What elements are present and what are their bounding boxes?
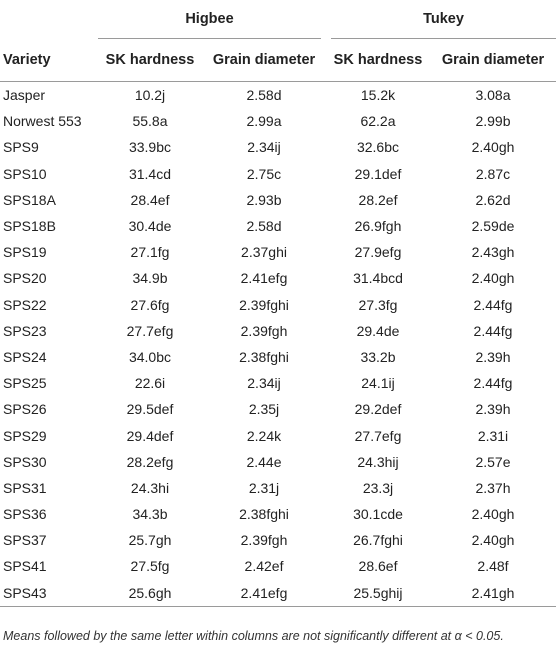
column-header-higbee-grain-diameter: Grain diameter [202,39,326,82]
table-row [0,580,556,607]
table-row [0,370,556,396]
cell-tukey-sk-hardness: 23.3j [362,479,394,496]
cell-tukey-sk-hardness: 29.2def [354,401,402,418]
cell-tukey-grain-diameter: 2.39h [475,348,511,365]
cell-higbee-sk-hardness: 10.2j [134,87,166,104]
cell-tukey-grain-diameter: 2.40gh [471,532,515,549]
cell-higbee-grain-diameter: 2.42ef [244,558,284,575]
table-row [0,396,556,422]
cell-tukey-sk-hardness: 32.6bc [356,139,400,156]
cell-tukey-sk-hardness: 30.1cde [353,506,403,523]
cell-tukey-sk-hardness: 27.7efg [354,427,402,444]
table-body [0,82,556,607]
cell-tukey-sk-hardness: 25.5ghij [326,580,430,607]
cell-tukey-grain-diameter: 2.44fg [473,296,513,313]
cell-higbee-sk-hardness: 29.5def [126,401,174,418]
table-row [0,108,556,134]
cell-higbee-grain-diameter: 2.99a [246,113,282,130]
cell-higbee-grain-diameter: 2.75c [246,165,282,182]
group-header-higbee: Higbee [98,0,326,39]
cell-variety: SPS22 [3,296,47,313]
cell-higbee-sk-hardness: 34.9b [132,270,168,287]
cell-higbee-grain-diameter: 2.34ij [247,375,281,392]
cell-variety: SPS9 [3,139,39,156]
cell-higbee-sk-hardness: 30.4de [128,218,172,235]
column-header-row [0,39,556,82]
cell-variety: SPS43 [0,580,98,607]
cell-tukey-sk-hardness: 28.2ef [358,191,398,208]
cell-tukey-grain-diameter: 2.40gh [471,506,515,523]
cell-variety: SPS31 [3,479,47,496]
table-row [0,187,556,213]
group-header-row [0,0,556,39]
cell-tukey-grain-diameter: 2.37h [475,479,511,496]
cell-tukey-grain-diameter: 2.43gh [471,244,515,261]
cell-tukey-sk-hardness: 28.6ef [358,558,398,575]
cell-tukey-sk-hardness: 29.4de [356,322,400,339]
table-row [0,213,556,239]
cell-tukey-sk-hardness: 27.9efg [354,244,402,261]
cell-tukey-sk-hardness: 62.2a [360,113,396,130]
cell-higbee-sk-hardness: 34.0bc [128,348,172,365]
cell-higbee-grain-diameter: 2.24k [246,427,282,444]
table-row [0,134,556,160]
cell-variety: SPS41 [3,558,47,575]
cell-higbee-sk-hardness: 27.5fg [130,558,170,575]
cell-higbee-grain-diameter: 2.31j [248,479,280,496]
cell-higbee-sk-hardness: 33.9bc [128,139,172,156]
cell-variety: SPS30 [3,453,47,470]
table-row [0,527,556,553]
cell-tukey-grain-diameter: 2.99b [475,113,511,130]
cell-variety: SPS19 [3,244,47,261]
cell-tukey-grain-diameter: 2.39h [475,401,511,418]
cell-variety: Jasper [3,87,46,104]
cell-higbee-sk-hardness: 31.4cd [128,165,172,182]
cell-tukey-sk-hardness: 15.2k [360,87,396,104]
cell-tukey-grain-diameter: 2.44fg [473,322,513,339]
table-row [0,553,556,579]
table-row [0,501,556,527]
column-header-tukey-grain-diameter: Grain diameter [430,39,556,82]
column-header-variety: Variety [0,39,98,82]
cell-tukey-grain-diameter: 3.08a [475,87,511,104]
cell-higbee-sk-hardness: 24.3hi [130,479,170,496]
column-header-higbee-sk-hardness: SK hardness [98,39,202,82]
table-row [0,344,556,370]
cell-higbee-grain-diameter: 2.39fgh [240,532,288,549]
cell-higbee-sk-hardness: 27.1fg [130,244,170,261]
cell-higbee-grain-diameter: 2.41efg [202,580,326,607]
cell-variety: SPS24 [3,348,47,365]
cell-tukey-sk-hardness: 33.2b [360,348,396,365]
cell-tukey-grain-diameter: 2.62d [475,191,511,208]
cell-variety: SPS10 [3,165,47,182]
cell-tukey-grain-diameter: 2.31i [477,427,509,444]
table-row [0,318,556,344]
cell-variety: Norwest 553 [3,113,82,130]
cell-higbee-grain-diameter: 2.41efg [240,270,288,287]
cell-variety: SPS26 [3,401,47,418]
cell-tukey-sk-hardness: 24.3hij [357,453,399,470]
cell-higbee-grain-diameter: 2.44e [246,453,282,470]
cell-higbee-sk-hardness: 29.4def [126,427,174,444]
cell-variety: SPS18B [3,218,56,235]
table-row [0,292,556,318]
cell-tukey-sk-hardness: 24.1ij [361,375,395,392]
cell-tukey-grain-diameter: 2.87c [475,165,511,182]
cell-variety: SPS29 [3,427,47,444]
cell-higbee-grain-diameter: 2.58d [246,218,282,235]
cell-tukey-sk-hardness: 26.7fghi [353,532,403,549]
cell-tukey-sk-hardness: 31.4bcd [353,270,403,287]
cell-tukey-grain-diameter: 2.40gh [471,139,515,156]
cell-higbee-grain-diameter: 2.93b [246,191,282,208]
cell-tukey-grain-diameter: 2.41gh [430,580,556,607]
cell-tukey-grain-diameter: 2.59de [471,218,515,235]
cell-higbee-sk-hardness: 27.7efg [126,322,174,339]
cell-higbee-sk-hardness: 25.6gh [98,580,202,607]
cell-variety: SPS37 [3,532,47,549]
cell-higbee-grain-diameter: 2.37ghi [241,244,287,261]
cell-higbee-sk-hardness: 28.2efg [126,453,174,470]
cell-higbee-sk-hardness: 25.7gh [128,532,172,549]
cell-higbee-sk-hardness: 28.4ef [130,191,170,208]
cell-tukey-sk-hardness: 29.1def [354,165,402,182]
cell-higbee-grain-diameter: 2.38fghi [239,506,289,523]
cell-higbee-grain-diameter: 2.58d [246,87,282,104]
table-row [0,265,556,291]
cell-higbee-grain-diameter: 2.35j [248,401,280,418]
cell-variety: SPS36 [3,506,47,523]
table-row [0,161,556,187]
cell-tukey-grain-diameter: 2.57e [475,453,511,470]
cell-higbee-sk-hardness: 34.3b [132,506,168,523]
cell-tukey-grain-diameter: 2.48f [477,558,509,575]
cell-variety: SPS18A [3,191,56,208]
cell-higbee-sk-hardness: 22.6i [134,375,166,392]
cell-higbee-sk-hardness: 27.6fg [130,296,170,313]
cell-tukey-sk-hardness: 26.9fgh [354,218,402,235]
cell-tukey-grain-diameter: 2.40gh [471,270,515,287]
cell-higbee-sk-hardness: 55.8a [132,113,168,130]
table-row [0,422,556,448]
column-header-tukey-sk-hardness: SK hardness [326,39,430,82]
table-row [0,475,556,501]
cell-tukey-grain-diameter: 2.44fg [473,375,513,392]
cell-higbee-grain-diameter: 2.39fgh [240,322,288,339]
table-row [0,449,556,475]
cell-higbee-grain-diameter: 2.39fghi [239,296,289,313]
cell-variety: SPS23 [3,322,47,339]
table-row [0,239,556,265]
cell-higbee-grain-diameter: 2.34ij [247,139,281,156]
group-header-empty [0,0,98,39]
cell-variety: SPS20 [3,270,47,287]
group-header-tukey: Tukey [326,0,556,39]
cell-tukey-sk-hardness: 27.3fg [358,296,398,313]
cell-variety: SPS25 [3,375,47,392]
footnote: Means followed by the same letter within columns are not significantly different at α < 0.05. [3,629,504,643]
cell-higbee-grain-diameter: 2.38fghi [239,348,289,365]
table-row [0,82,556,109]
